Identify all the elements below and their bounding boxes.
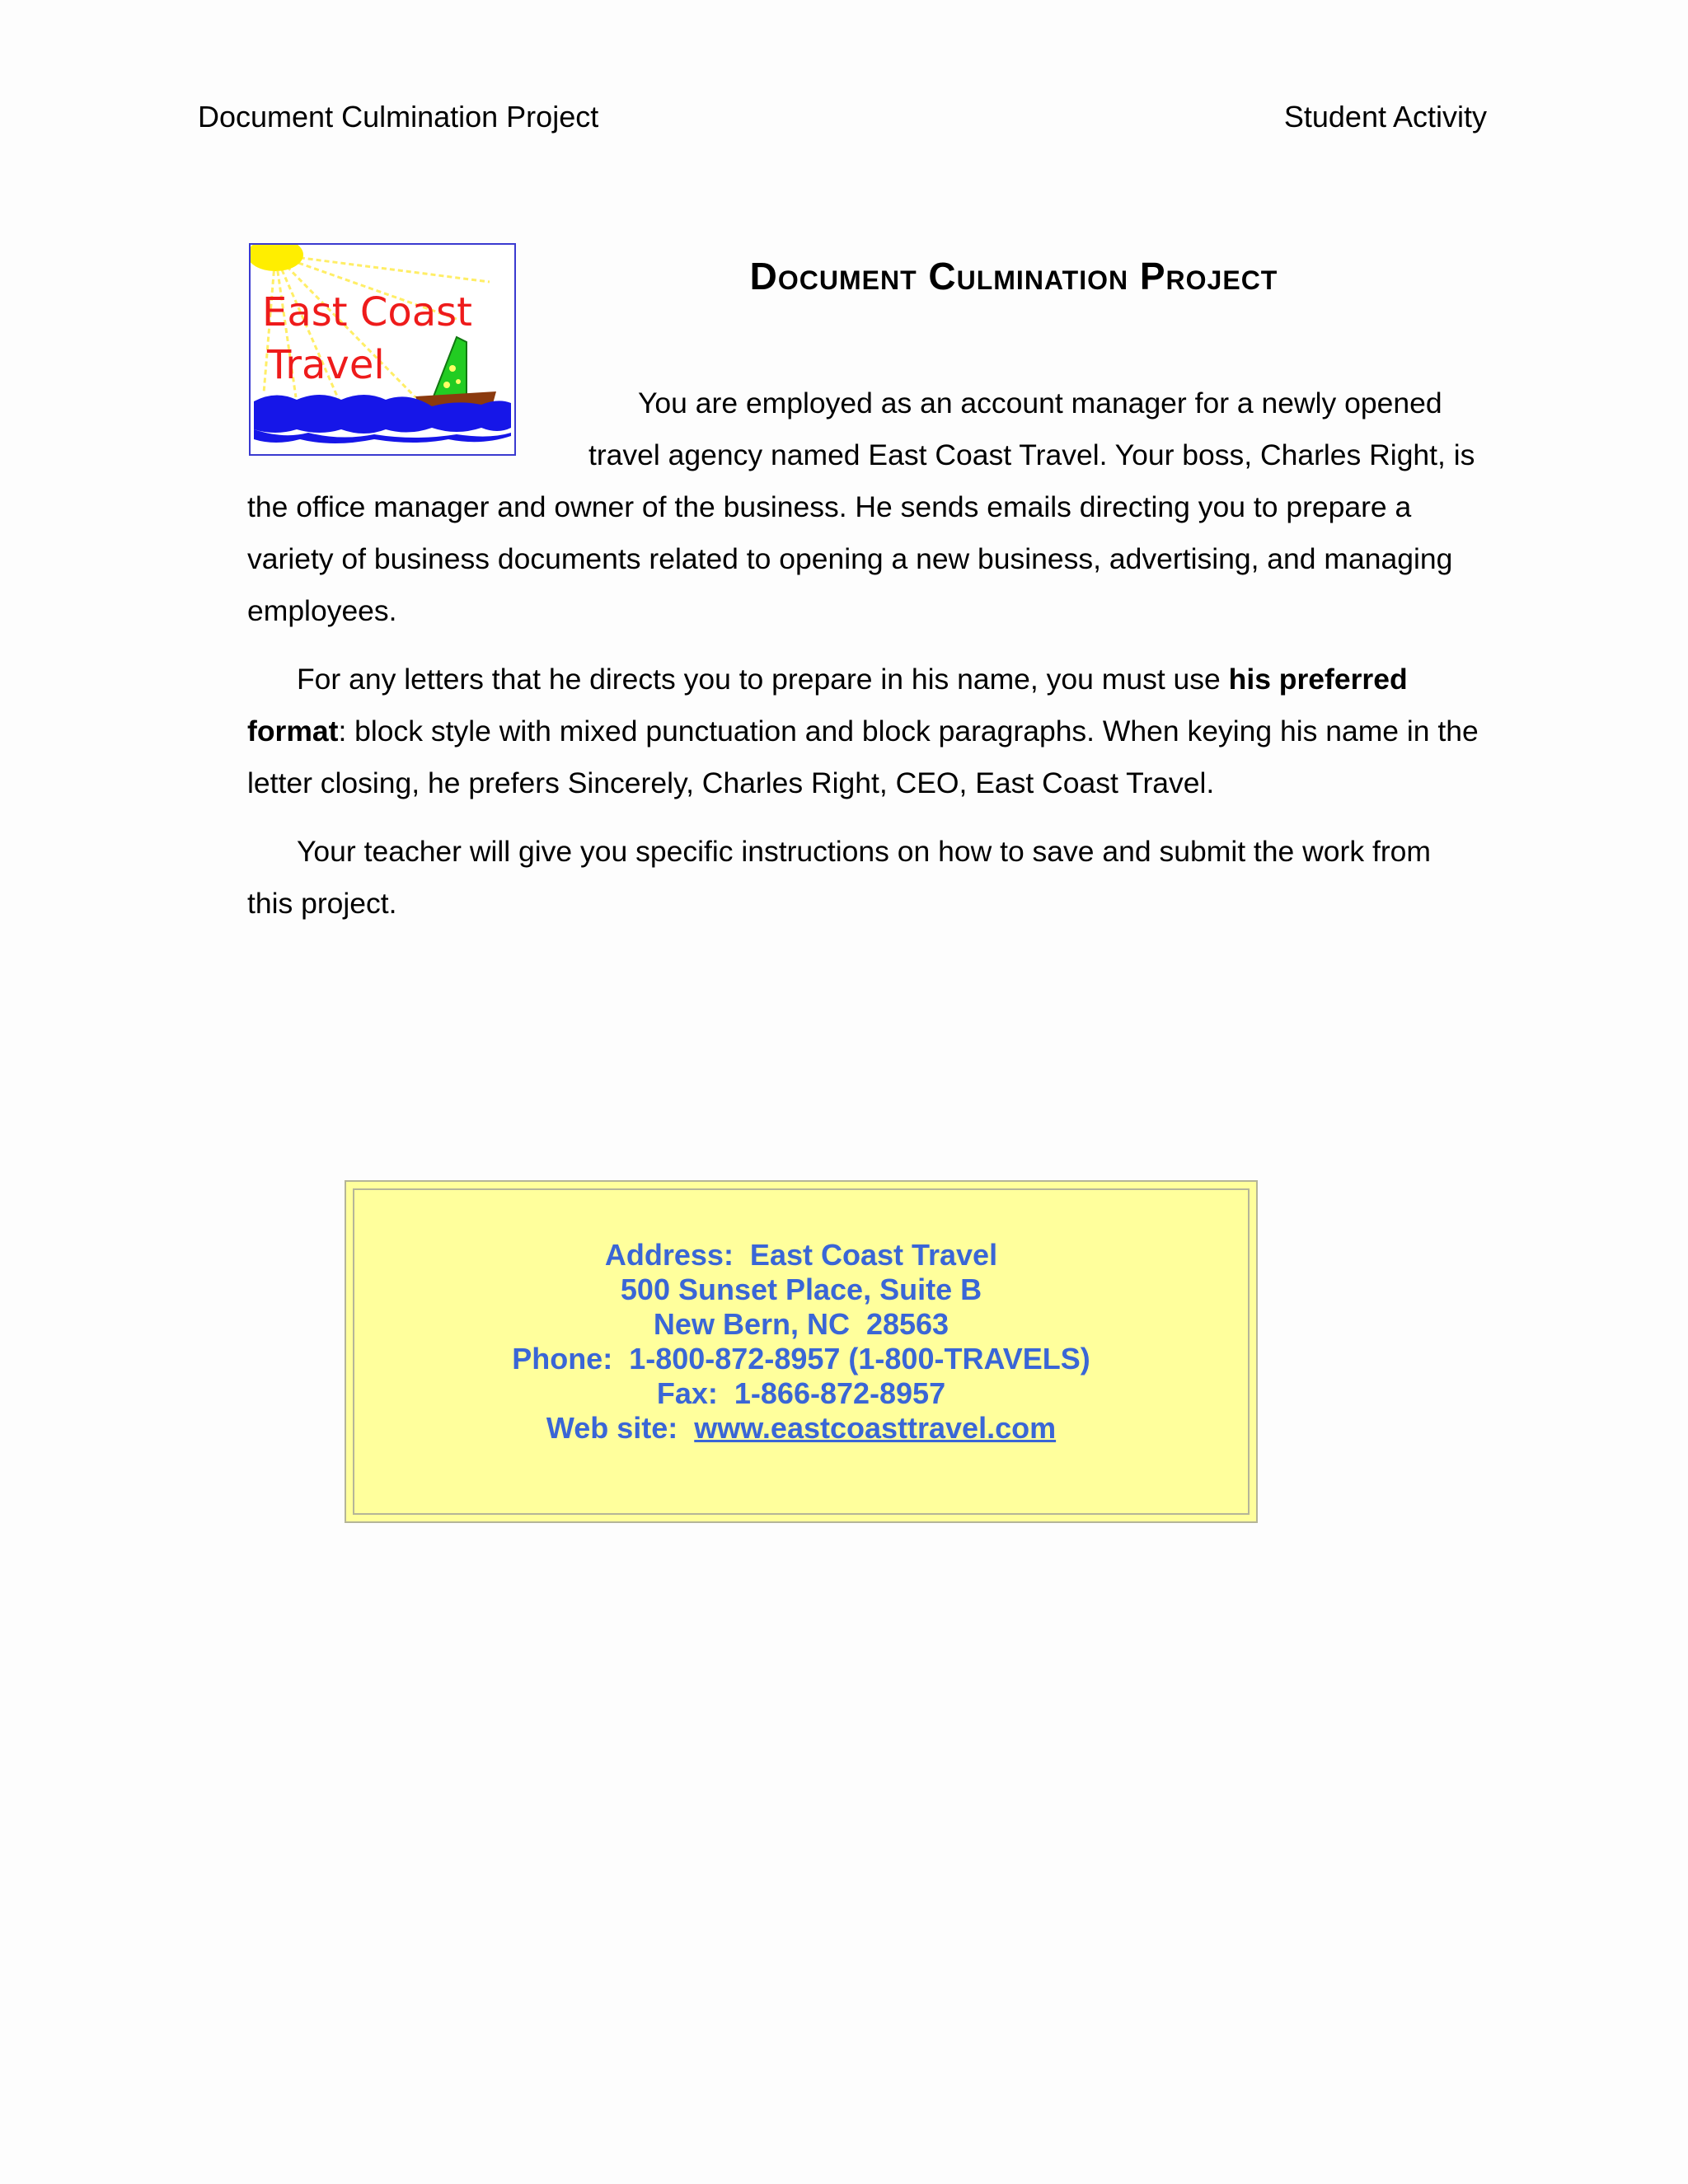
paragraph-2-bold: his preferred format [247,663,1408,748]
page-title: Document Culmination Project [749,255,1278,298]
address-box [345,1180,1258,1523]
address-line-1: Address: East Coast Travel [604,1238,998,1272]
paragraph-2-text-b: : block style with mixed punctuation and block paragraphs. When keying his name in the letter closing, he prefers Sincerely, Charles Right, CEO, East Coast Travel. [247,715,1479,799]
logo-text-line1: East Coast [262,289,472,335]
address-line-3: New Bern, NC 28563 [653,1307,950,1341]
web-site-line [354,1411,1248,1446]
logo-text-line2: Travel [267,342,385,388]
header-right: Student Activity [1283,100,1487,134]
sun-icon [251,245,303,271]
paragraph-2 [247,654,1484,809]
paragraph-2-text-a: For any letters that he directs you to prepare in his name, you must use [297,663,1229,696]
paragraph-1 [247,377,1484,637]
paragraph-1-text: You are employed as an account manager for a newly opened travel agency named East Coast Travel. Your boss, Charles Right, is the office manager and owner of the business. He sends emails directing you to prepare a variety of business documents related to opening a new business, advertising, and managing employees. [247,387,1475,627]
address-line-2: 500 Sunset Place, Suite B [620,1272,982,1306]
address-lines [354,1238,1248,1446]
paragraph-3: Your teacher will give you specific instructions on how to save and submit the work from this project. [247,835,1431,920]
body-text [247,377,1484,946]
web-site-label: Web site: [546,1411,695,1445]
phone-line: Phone: 1-800-872-8957 (1-800-TRAVELS) [512,1342,1090,1376]
header-left: Document Culmination Project [198,100,599,134]
web-site-link[interactable]: www.eastcoasttravel.com [694,1411,1057,1445]
fax-line: Fax: 1-866-872-8957 [656,1376,946,1410]
